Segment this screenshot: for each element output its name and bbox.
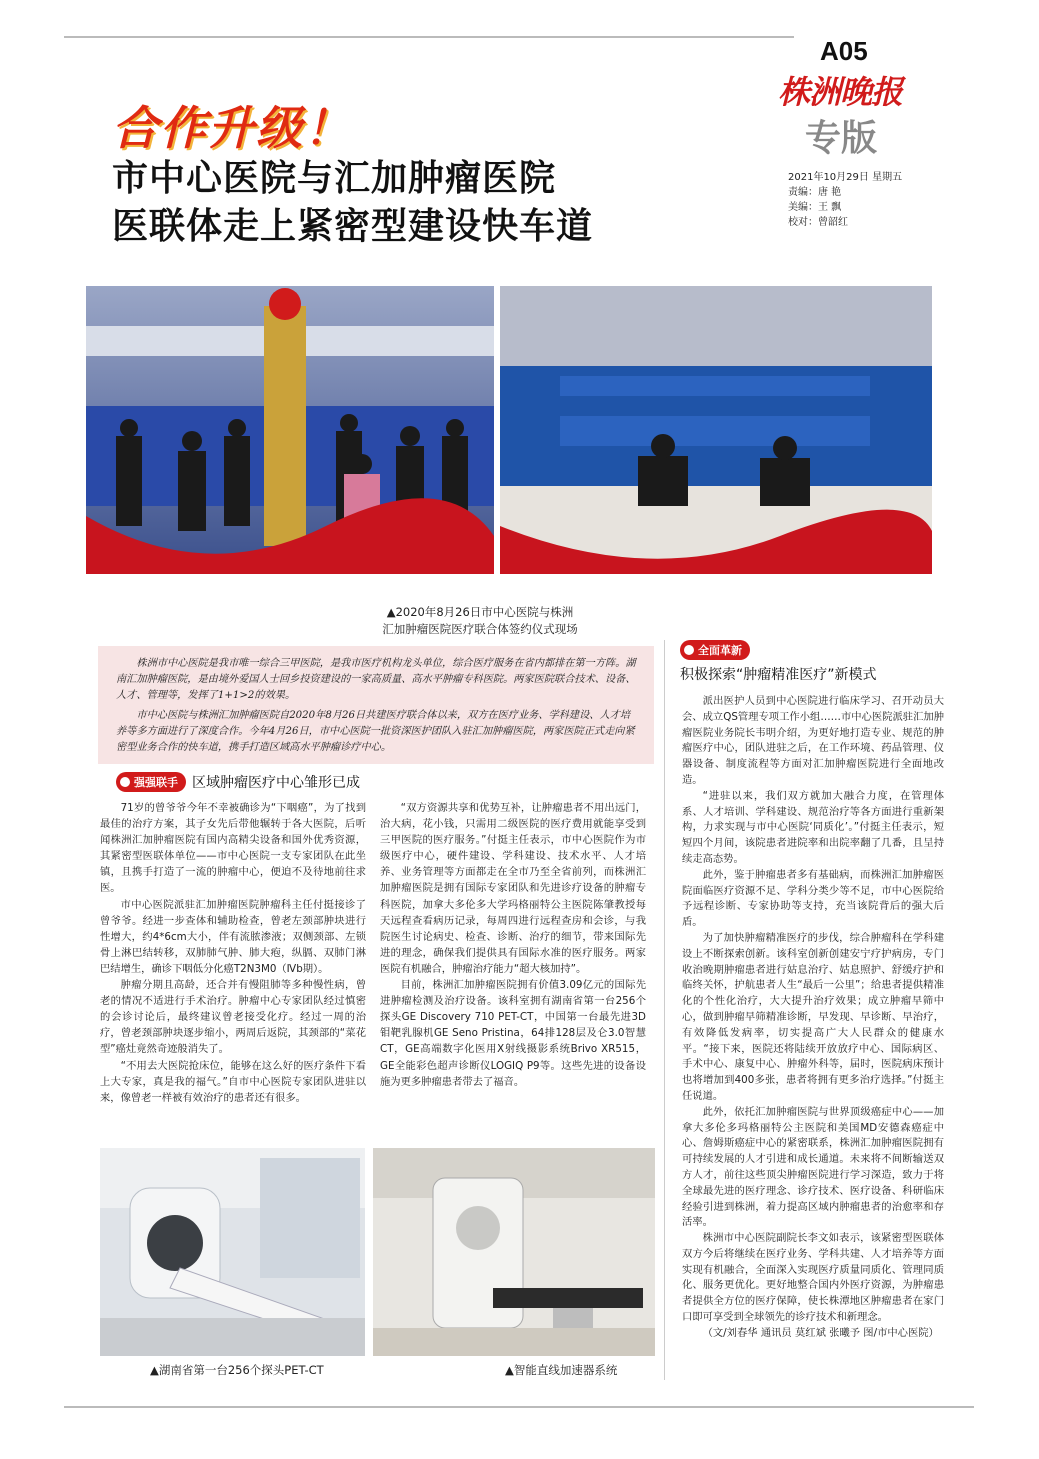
s1c2-paragraph: “双方资源共享和优势互补，让肿瘤患者不用出远门，治大病，花小钱，只需用二级医院的医疗费用就能享受到三甲医院的医疗服务。”付挺主任表示，市中心医院作为市级医疗中心，硬件建设、学科建设、技术水平、人才培养、业务管理等方面都走在全市乃至全省前列，而株洲汇加肿瘤医院是拥有国际专家团队和先进诊疗设备的肿瘤专科医院，加拿大多伦多大学玛格丽特公主医院陈肇教授每天远程查看病历记录，每周四进行远程查房和会诊，与我院医生讨论病史、检查、诊断、治疗的细节，带来国际先进的理念，确保我们提供具有国际水准的医疗服务。两家医院有机融合，肿瘤治疗能力“超大核加持”。	[380, 802, 646, 975]
s2-paragraph: 派出医护人员到中心医院进行临床学习、召开动员大会、成立QS管理专项工作小组……市中心医院派驻汇加肿瘤医院业务院长韦明介绍，为更好地打造专业、规范的肿瘤医疗中心，团队进驻之后，在工作环境、药品管理、仪器设备、制度流程等方面对汇加肿瘤医院进行全面地改造。	[682, 695, 944, 786]
headline-line1: 市中心医院与汇加肿瘤医院	[112, 158, 557, 199]
photo-unveiling-ceremony	[86, 286, 494, 574]
s2-paragraph: 株洲市中心医院副院长李文如表示，该紧密型医联体双方今后将继续在医疗业务、学科共建、人才培养等方面实现有机融合，全面深入实现医疗质量同质化、管理同质化、服务更优化。更好地整合国内外医疗资源，为肿瘤患者提供全方位的医疗保障，使长株潭地区肿瘤患者在家门口即可享受到全球领先的诊疗技术和新理念。	[682, 1232, 944, 1324]
intro-paragraph-1: 株洲市中心医院是我市唯一综合三甲医院，是我市医疗机构龙头单位，综合医疗服务在省内都排在第一方阵。湖南汇加肿瘤医院，是由境外爱国人士回乡投资建设的一家高质量、高水平肿瘤专科医院。两家医院联合技术、设备、人才、管理等，发挥了1+1>2的效果。	[116, 658, 636, 701]
bottom-rule	[64, 1406, 974, 1408]
s1c2-paragraph: 目前，株洲汇加肿瘤医院拥有价值3.09亿元的国际先进肿瘤检测及治疗设备。该科室拥有湖南省第一台256个探头GE Discovery 710 PET-CT，中国第一台最先进3D钼靶乳腺机GE Seno Pristina，64排128层及仑3.0智慧CT，GE高端数字化医用X射线摄影系统Brivo XR515，GE全能彩色超声诊断仪LOGIQ P9等。这些先进的设备设施为更多肿瘤患者带去了福音。	[380, 979, 646, 1088]
section1-header	[116, 772, 360, 792]
page-number: A05	[820, 36, 868, 66]
top-caption-line2: 汇加肿瘤医院医疗联合体签约仪式现场	[382, 622, 578, 636]
photo-signing-ceremony	[500, 286, 932, 574]
s2-byline: （文/刘春华 通讯员 莫红斌 张曦予 图/市中心医院）	[702, 1326, 939, 1339]
section2-badge	[680, 640, 750, 660]
section-tag: 专版	[805, 117, 878, 159]
section1-column-1	[100, 800, 366, 1106]
page-meta	[788, 170, 902, 230]
section2-column	[682, 694, 944, 1342]
masthead-logo: 株洲晚报	[778, 73, 903, 111]
photo-pet-ct	[100, 1148, 365, 1356]
s1c1-paragraph: 市中心医院派驻汇加肿瘤医院肿瘤科主任付挺接诊了曾爷爷。经进一步查体和辅助检查，曾老左颈部肿块进行性增大，约4*6cm大小，伴有流脓渗液；双侧颈部、左锁骨上淋巴结转移，双肺肺气肿、肺大疱，纵膈、双肺门淋巴结增生，确诊下咽低分化癌T2N3M0（Ⅳb期）。	[100, 898, 366, 975]
top-caption-line1: ▲2020年8月26日市中心医院与株洲	[386, 605, 574, 619]
headline-kicker: 合作升级！	[112, 101, 352, 155]
page-editor: 责编：唐 艳	[788, 187, 842, 198]
pet-ct-caption: ▲湖南省第一台256个探头PET-CT	[150, 1363, 324, 1377]
page-proofreader: 校对：曾韶红	[788, 217, 848, 228]
s1c1-paragraph: 肿瘤分期且高龄，还合并有慢阻肺等多种慢性病，曾老的情况不适进行手术治疗。肿瘤中心专家团队经过慎密的会诊讨论后，最终建议曾老接受化疗。经过一周的治疗，曾老颈部肿块逐步缩小，两周后返院，其颈部的“菜花型”癌灶竟然奇迹般消失了。	[100, 979, 366, 1056]
top-rule	[64, 36, 794, 38]
section2-header	[680, 640, 750, 660]
photo-linear-accelerator	[373, 1148, 655, 1356]
section1-badge-label: 强强联手	[134, 776, 178, 789]
page-date: 2021年10月29日 星期五	[788, 172, 903, 183]
section1-column-2	[380, 800, 646, 1090]
section1-badge	[116, 772, 186, 792]
s1c1-paragraph: 71岁的曾爷爷今年不幸被确诊为“下咽癌”，为了找到最佳的治疗方案，其子女先后带他辗转于各大医院，后听闻株洲汇加肿瘤医院有国内高精尖设备和国外优秀资源，其紧密型医联体单位——市中心医院一支专家团队在此坐镇，且携手打造了一流的肿瘤中心，便迫不及待地前往求医。	[100, 802, 366, 895]
intro-box	[98, 646, 654, 764]
section2-title: 积极探索“肿瘤精准医疗”新模式	[680, 667, 877, 683]
s2-paragraph: 此外，依托汇加肿瘤医院与世界顶级癌症中心——加拿大多伦多玛格丽特公主医院和美国MD安德森癌症中心、詹姆斯癌症中心的紧密联系，株洲汇加肿瘤医院拥有可持续发展的人才引进和成长通道。未来将不间断输送双方人才，前往这些顶尖肿瘤医院进行学习深造，致力于将全球最先进的医疗理念、诊疗技术、医疗设备、科研临床经验引进到株洲，着力提高区域内肿瘤患者的治愈率和存活率。	[682, 1105, 944, 1229]
section2-badge-label: 全面革新	[698, 644, 742, 657]
top-photo-caption	[310, 604, 650, 638]
s2-paragraph: “进驻以来，我们双方就加大融合力度，在管理体系、人才培训、学科建设、规范治疗等各方面进行重新架构，力求实现与市中心医院‘同质化’。”付挺主任表示，短短四个月间，该院患者进院率和出院率翻了几番，且呈持续走高态势。	[682, 789, 944, 865]
s1c1-paragraph: “不用去大医院抢床位，能够在这么好的医疗条件下看上大专家，真是我的福气。”自市中心医院专家团队进驻以来，像曾老一样被有效治疗的患者还有很多。	[100, 1059, 366, 1104]
section1-title: 区域肿瘤医疗中心雏形已成	[192, 775, 360, 791]
intro-paragraph-2: 市中心医院与株洲汇加肿瘤医院自2020年8月26日共建医疗联合体以来，双方在医疗业务、学科建设、人才培养等多方面进行了深度合作。今年4月26日，市中心医院一批资深医护团队入驻汇加肿瘤医院，两家医院正式走向紧密型业务合作的快车道，携手打造区域高水平肿瘤诊疗中心。	[116, 710, 635, 753]
accelerator-caption: ▲智能直线加速器系统	[505, 1363, 618, 1377]
badge-dot-icon	[684, 645, 694, 655]
badge-dot-icon	[120, 777, 130, 787]
headline-line2: 医联体走上紧密型建设快车道	[112, 206, 594, 247]
s2-paragraph: 为了加快肿瘤精准医疗的步伐，综合肿瘤科在学科建设上不断探索创新。该科室创新创建安宁疗护病房，专门收治晚期肿瘤患者进行姑息治疗、姑息照护、舒缓疗护和临终关怀，护航患者人生“最后一公里”；给患者提供精准化的个性化治疗，大大提升治疗效果；成立肿瘤早筛中心，做到肿瘤早筛精准诊断，早发现、早诊断、早治疗，有效降低发病率，切实提高广大人民群众的健康水平。“接下来，医院还将陆续开放放疗中心、国际病区、手术中心、康复中心、肿瘤外科等，届时，医院病床预计也将增加到400多张，患者将拥有更多治疗选择。”付挺主任说道。	[682, 931, 944, 1102]
s2-paragraph: 此外，鉴于肿瘤患者多有基础病，而株洲汇加肿瘤医院面临医疗资源不足、学科分类少等不足，市中心医院给予远程诊断、专家协助等支持，充当该院背后的强大后盾。	[682, 868, 944, 929]
page-designer: 美编：王 飘	[788, 202, 842, 213]
column-divider	[664, 640, 665, 1380]
